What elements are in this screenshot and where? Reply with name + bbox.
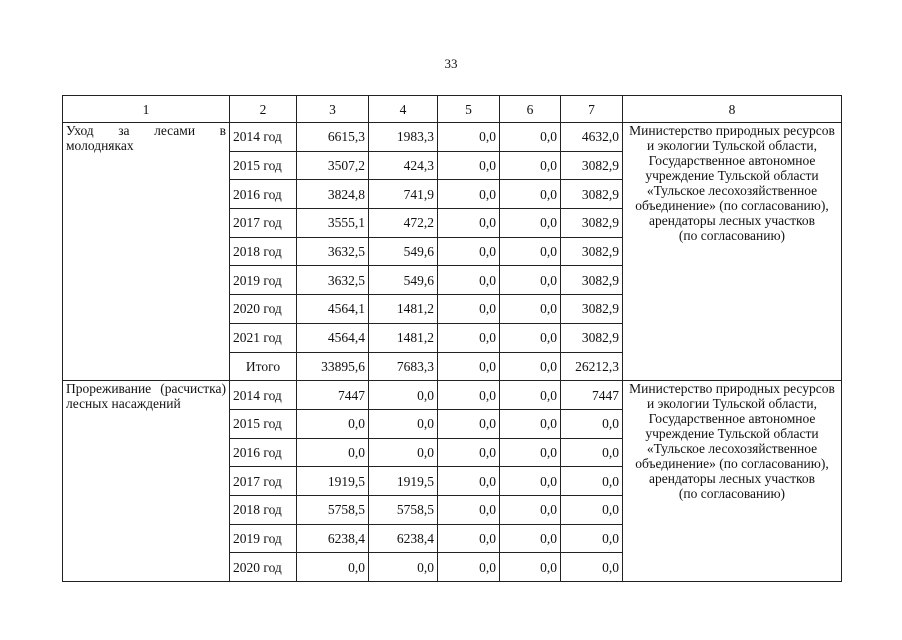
total-label: Итого <box>230 352 297 381</box>
value-cell-c5: 0,0 <box>438 495 500 524</box>
value-cell-c7: 0,0 <box>561 438 623 467</box>
responsible-line: объединение» (по согласованию), <box>635 456 829 472</box>
header-col-5: 5 <box>438 96 500 123</box>
value-cell-c3: 4564,4 <box>297 323 369 352</box>
value-cell-c4: 0,0 <box>369 438 438 467</box>
value-cell-c6: 0,0 <box>500 323 561 352</box>
value-cell-c4: 1481,2 <box>369 323 438 352</box>
value-cell-c7: 26212,3 <box>561 352 623 381</box>
value-cell-c5: 0,0 <box>438 524 500 553</box>
activity-line-2: молодняках <box>66 138 134 153</box>
value-cell-c4: 549,6 <box>369 237 438 266</box>
value-cell-c6: 0,0 <box>500 524 561 553</box>
responsible-line: учреждение Тульской области <box>645 426 819 442</box>
period-cell: 2016 год <box>230 438 297 467</box>
value-cell-c5: 0,0 <box>438 409 500 438</box>
value-cell-c7: 0,0 <box>561 495 623 524</box>
activity-line-1 <box>66 381 226 396</box>
value-cell-c5: 0,0 <box>438 237 500 266</box>
value-cell-c5: 0,0 <box>438 266 500 295</box>
value-cell-c4: 472,2 <box>369 209 438 238</box>
value-cell-c5: 0,0 <box>438 467 500 496</box>
activity-word: за <box>118 123 130 138</box>
value-cell-c7: 3082,9 <box>561 237 623 266</box>
responsible-line: Министерство природных ресурсов <box>629 381 835 397</box>
value-cell-c7: 3082,9 <box>561 151 623 180</box>
responsible-cell <box>623 123 842 381</box>
period-cell: 2015 год <box>230 409 297 438</box>
value-cell-c6: 0,0 <box>500 123 561 152</box>
activity-word: Прореживание <box>66 381 152 397</box>
activity-cell <box>63 381 230 582</box>
value-cell-c7: 3082,9 <box>561 323 623 352</box>
value-cell-c3: 3555,1 <box>297 209 369 238</box>
value-cell-c4: 0,0 <box>369 553 438 582</box>
responsible-line: «Тульское лесохозяйственное <box>646 441 818 457</box>
value-cell-c6: 0,0 <box>500 409 561 438</box>
period-cell: 2017 год <box>230 209 297 238</box>
header-col-2: 2 <box>230 96 297 123</box>
value-cell-c7: 0,0 <box>561 553 623 582</box>
responsible-line: и экологии Тульской области, <box>646 138 818 153</box>
responsible-line: Государственное автономное <box>648 411 816 427</box>
value-cell-c3: 6238,4 <box>297 524 369 553</box>
header-col-8: 8 <box>623 96 842 123</box>
value-cell-c6: 0,0 <box>500 381 561 410</box>
activity-word: лесами <box>154 123 196 138</box>
activity-word: (расчистка) <box>160 381 226 397</box>
value-cell-c6: 0,0 <box>500 352 561 381</box>
value-cell-c7: 0,0 <box>561 467 623 496</box>
responsible-line: арендаторы лесных участков <box>648 471 816 487</box>
value-cell-c4: 0,0 <box>369 409 438 438</box>
table-row <box>63 123 842 152</box>
value-cell-c6: 0,0 <box>500 467 561 496</box>
responsible-line: (по согласованию) <box>678 486 786 502</box>
value-cell-c4: 741,9 <box>369 180 438 209</box>
value-cell-c7: 3082,9 <box>561 180 623 209</box>
value-cell-c6: 0,0 <box>500 438 561 467</box>
value-cell-c3: 33895,6 <box>297 352 369 381</box>
value-cell-c5: 0,0 <box>438 352 500 381</box>
value-cell-c4: 549,6 <box>369 266 438 295</box>
value-cell-c3: 0,0 <box>297 438 369 467</box>
header-col-3: 3 <box>297 96 369 123</box>
activity-line-2: лесных насаждений <box>66 396 181 412</box>
period-cell: 2020 год <box>230 295 297 324</box>
period-cell: 2019 год <box>230 524 297 553</box>
value-cell-c3: 3824,8 <box>297 180 369 209</box>
value-cell-c5: 0,0 <box>438 553 500 582</box>
value-cell-c7: 7447 <box>561 381 623 410</box>
value-cell-c5: 0,0 <box>438 123 500 152</box>
value-cell-c5: 0,0 <box>438 295 500 324</box>
value-cell-c7: 0,0 <box>561 409 623 438</box>
value-cell-c6: 0,0 <box>500 151 561 180</box>
value-cell-c5: 0,0 <box>438 180 500 209</box>
table-row <box>63 381 842 410</box>
period-cell: 2020 год <box>230 553 297 582</box>
table-body <box>63 123 842 582</box>
header-col-4: 4 <box>369 96 438 123</box>
value-cell-c4: 1983,3 <box>369 123 438 152</box>
period-cell: 2014 год <box>230 123 297 152</box>
value-cell-c5: 0,0 <box>438 323 500 352</box>
value-cell-c6: 0,0 <box>500 495 561 524</box>
responsible-line: и экологии Тульской области, <box>646 396 818 412</box>
activity-line-1 <box>66 123 226 138</box>
responsible-line: «Тульское лесохозяйственное <box>646 183 818 198</box>
value-cell-c6: 0,0 <box>500 266 561 295</box>
value-cell-c6: 0,0 <box>500 237 561 266</box>
responsible-line: Министерство природных ресурсов <box>629 123 835 138</box>
value-cell-c3: 0,0 <box>297 409 369 438</box>
value-cell-c4: 7683,3 <box>369 352 438 381</box>
responsible-line: Государственное автономное <box>648 153 816 168</box>
value-cell-c3: 3632,5 <box>297 237 369 266</box>
header-col-7: 7 <box>561 96 623 123</box>
period-cell: 2018 год <box>230 237 297 266</box>
value-cell-c6: 0,0 <box>500 295 561 324</box>
value-cell-c3: 3632,5 <box>297 266 369 295</box>
responsible-line: объединение» (по согласованию), <box>635 198 829 213</box>
period-cell: 2017 год <box>230 467 297 496</box>
value-cell-c4: 424,3 <box>369 151 438 180</box>
value-cell-c7: 3082,9 <box>561 209 623 238</box>
value-cell-c3: 4564,1 <box>297 295 369 324</box>
value-cell-c4: 5758,5 <box>369 495 438 524</box>
responsible-cell <box>623 381 842 582</box>
activity-word: в <box>219 123 226 138</box>
period-cell: 2018 год <box>230 495 297 524</box>
value-cell-c6: 0,0 <box>500 209 561 238</box>
value-cell-c4: 6238,4 <box>369 524 438 553</box>
value-cell-c5: 0,0 <box>438 381 500 410</box>
header-row <box>63 96 842 123</box>
value-cell-c3: 5758,5 <box>297 495 369 524</box>
value-cell-c3: 0,0 <box>297 553 369 582</box>
value-cell-c6: 0,0 <box>500 553 561 582</box>
activity-cell <box>63 123 230 381</box>
value-cell-c3: 1919,5 <box>297 467 369 496</box>
value-cell-c4: 1481,2 <box>369 295 438 324</box>
value-cell-c3: 3507,2 <box>297 151 369 180</box>
value-cell-c4: 0,0 <box>369 381 438 410</box>
value-cell-c3: 6615,3 <box>297 123 369 152</box>
responsible-line: учреждение Тульской области <box>645 168 819 183</box>
header-col-6: 6 <box>500 96 561 123</box>
responsible-line: арендаторы лесных участков <box>648 213 816 228</box>
value-cell-c7: 4632,0 <box>561 123 623 152</box>
page-number: 33 <box>444 56 458 71</box>
value-cell-c5: 0,0 <box>438 438 500 467</box>
activity-word: Уход <box>66 123 94 138</box>
value-cell-c6: 0,0 <box>500 180 561 209</box>
value-cell-c7: 3082,9 <box>561 295 623 324</box>
value-cell-c3: 7447 <box>297 381 369 410</box>
period-cell: 2021 год <box>230 323 297 352</box>
period-cell: 2014 год <box>230 381 297 410</box>
value-cell-c5: 0,0 <box>438 209 500 238</box>
period-cell: 2016 год <box>230 180 297 209</box>
responsible-line: (по согласованию) <box>678 228 786 243</box>
value-cell-c7: 3082,9 <box>561 266 623 295</box>
period-cell: 2019 год <box>230 266 297 295</box>
period-cell: 2015 год <box>230 151 297 180</box>
value-cell-c5: 0,0 <box>438 151 500 180</box>
value-cell-c4: 1919,5 <box>369 467 438 496</box>
value-cell-c7: 0,0 <box>561 524 623 553</box>
program-table <box>62 95 842 582</box>
header-col-1: 1 <box>63 96 230 123</box>
